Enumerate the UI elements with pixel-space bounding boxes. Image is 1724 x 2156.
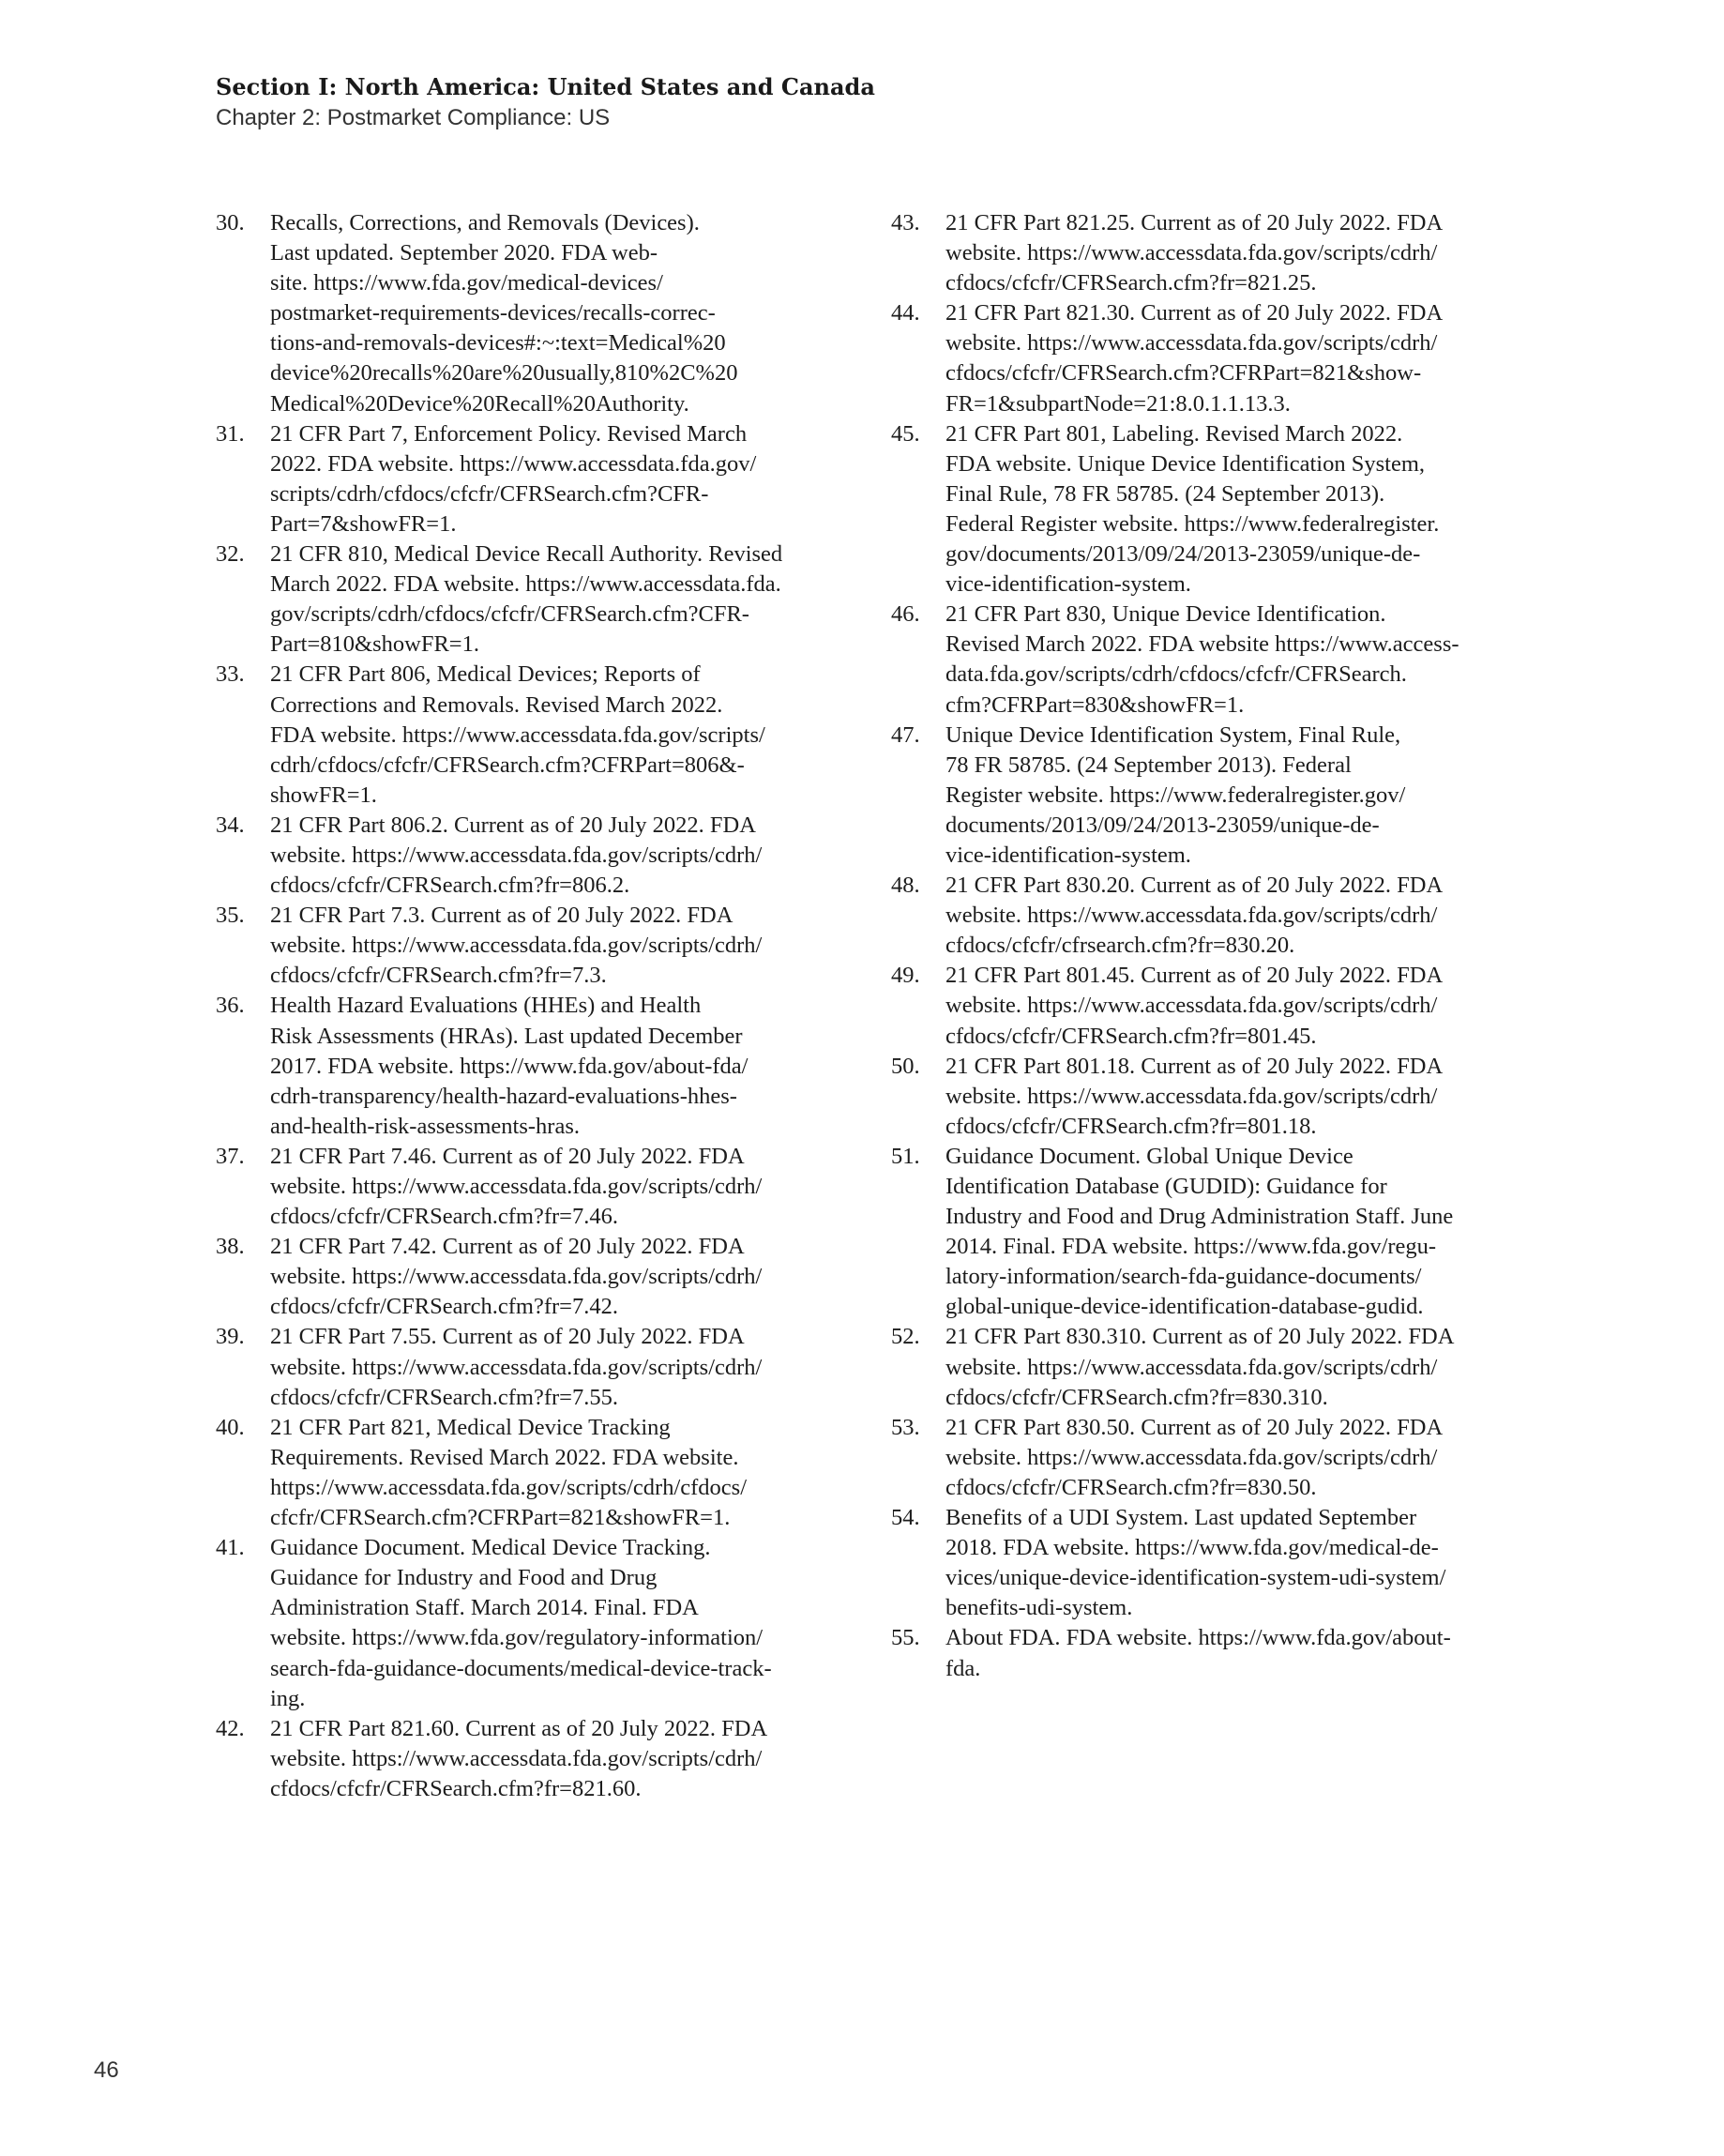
reference-text: 21 CFR Part 7.46. Current as of 20 July 2022. FDA website. https://www.accessdata.fda.gov/scripts/cdrh/ cfdocs/cfcfr/CFRSearch.cfm?fr=7.46. — [270, 1143, 763, 1230]
reference-item — [216, 419, 825, 539]
reference-number: 43. — [891, 210, 920, 235]
reference-text: 21 CFR 810, Medical Device Recall Authority. Revised March 2022. FDA website. https://www.accessdata.fda. gov/scripts/cdrh/cfdocs/cfcfr/CFRSearch.cfm?CFR- Part=810&showFR=1. — [270, 541, 783, 658]
chapter-title: Chapter 2: Postmarket Compliance: US — [216, 105, 611, 130]
reference-number: 51. — [891, 1143, 920, 1169]
reference-text: 21 CFR Part 801, Labeling. Revised March 2022. FDA website. Unique Device Identification System, Final Rule, 78 FR 58785. (24 September 2013). Federal Register website. https://www.federalregister. gov/documents/2013/09/24/2013-23059/unique-de- vice-identification-system. — [945, 420, 1440, 598]
reference-item — [216, 660, 825, 810]
reference-text: 21 CFR Part 801.18. Current as of 20 July 2022. FDA website. https://www.accessdata.fda.gov/scripts/cdrh/ cfdocs/cfcfr/CFRSearch.cfm?fr=801.18. — [945, 1053, 1444, 1139]
reference-item — [216, 811, 825, 901]
reference-number: 46. — [891, 601, 920, 628]
reference-text: Guidance Document. Global Unique Device Identification Database (GUDID): Guidance for Industry and Food and Drug Administration Staff. June 2014. Final. FDA website. https://www.fda.gov/regu- latory-information/search-fda-guidance-documents/ global-unique-device-identification-database-gudid. — [945, 1143, 1454, 1320]
reference-text: Benefits of a UDI System. Last updated September 2018. FDA website. https://www.fda.gov/medical-de- vices/unique-device-identification-system-udi-system/ benefits-udi-system. — [945, 1505, 1446, 1621]
section-title: Section I: North America: United States and Canada — [216, 73, 875, 100]
reference-item — [891, 721, 1501, 871]
reference-number: 54. — [891, 1505, 920, 1531]
reference-item — [216, 991, 825, 1141]
references-right-column — [891, 208, 1501, 1684]
reference-item — [216, 1413, 825, 1533]
reference-item — [216, 1142, 825, 1232]
reference-text: 21 CFR Part 821.30. Current as of 20 July 2022. FDA website. https://www.accessdata.fda.gov/scripts/cdrh/ cfdocs/cfcfr/CFRSearch.cfm?CFRPart=821&show- FR=1&subpartNode=21:8.0.1.1.13.3. — [945, 300, 1444, 417]
reference-text: 21 CFR Part 7.42. Current as of 20 July 2022. FDA website. https://www.accessdata.fda.gov/scripts/cdrh/ cfdocs/cfcfr/CFRSearch.cfm?fr=7.42. — [270, 1234, 763, 1320]
reference-item — [216, 539, 825, 660]
reference-number: 53. — [891, 1414, 920, 1440]
reference-item — [216, 1533, 825, 1714]
reference-item — [891, 1142, 1501, 1323]
reference-number: 55. — [891, 1625, 920, 1651]
reference-text: Guidance Document. Medical Device Tracking. Guidance for Industry and Food and Drug Administration Staff. March 2014. Final. FDA website. https://www.fda.gov/regulatory-information/ search-fda-guidance-documents/medical-device-track- ing. — [270, 1535, 772, 1711]
reference-text: Health Hazard Evaluations (HHEs) and Health Risk Assessments (HRAs). Last updated December 2017. FDA website. https://www.fda.gov/about-fda/ cdrh-transparency/health-hazard-evaluations-hhes- and-health-risk-assessments-hras. — [270, 993, 749, 1139]
reference-item — [891, 600, 1501, 720]
reference-item — [891, 419, 1501, 600]
reference-item — [891, 1052, 1501, 1142]
reference-item — [216, 1322, 825, 1412]
reference-number: 32. — [216, 541, 245, 568]
reference-text: Unique Device Identification System, Final Rule, 78 FR 58785. (24 September 2013). Federal Register website. https://www.federalregister.gov/ documents/2013/09/24/2013-23059/unique-de- vice-identification-system. — [945, 721, 1406, 868]
references-left-column — [216, 208, 825, 1804]
reference-number: 37. — [216, 1143, 245, 1169]
reference-number: 40. — [216, 1414, 245, 1440]
reference-text: 21 CFR Part 7.3. Current as of 20 July 2022. FDA website. https://www.accessdata.fda.gov/scripts/cdrh/ cfdocs/cfcfr/CFRSearch.cfm?fr=7.3. — [270, 903, 763, 989]
reference-text: 21 CFR Part 830.50. Current as of 20 July 2022. FDA website. https://www.accessdata.fda.gov/scripts/cdrh/ cfdocs/cfcfr/CFRSearch.cfm?fr=830.50. — [945, 1414, 1444, 1500]
reference-number: 35. — [216, 903, 245, 929]
reference-item — [891, 871, 1501, 961]
reference-item — [216, 901, 825, 991]
reference-text: 21 CFR Part 821, Medical Device Tracking Requirements. Revised March 2022. FDA website. https://www.accessdata.fda.gov/scripts/cdrh/cfdocs/ cfcfr/CFRSearch.cfm?CFRPart=821&showFR=1. — [270, 1414, 748, 1531]
reference-item — [891, 298, 1501, 418]
reference-number: 39. — [216, 1324, 245, 1350]
reference-item — [891, 208, 1501, 298]
reference-text: 21 CFR Part 830.20. Current as of 20 July 2022. FDA website. https://www.accessdata.fda.gov/scripts/cdrh/ cfdocs/cfcfr/cfrsearch.cfm?fr=830.20. — [945, 873, 1444, 959]
reference-number: 48. — [891, 873, 920, 899]
reference-number: 45. — [891, 420, 920, 447]
reference-item — [216, 1232, 825, 1322]
page-header — [216, 71, 1529, 133]
reference-text: 21 CFR Part 806, Medical Devices; Reports of Corrections and Removals. Revised March 2022. FDA website. https://www.accessdata.fda.gov/scripts/ cdrh/cfdocs/cfcfr/CFRSearch.cfm?CFRPart=806&- showFR=1. — [270, 661, 765, 808]
reference-number: 47. — [891, 721, 920, 748]
reference-number: 31. — [216, 420, 245, 447]
reference-number: 41. — [216, 1535, 245, 1561]
reference-text: About FDA. FDA website. https://www.fda.gov/about- fda. — [945, 1625, 1451, 1681]
reference-number: 30. — [216, 210, 245, 235]
reference-text: 21 CFR Part 7.55. Current as of 20 July 2022. FDA website. https://www.accessdata.fda.gov/scripts/cdrh/ cfdocs/cfcfr/CFRSearch.cfm?fr=7.55. — [270, 1324, 763, 1410]
reference-item — [891, 1623, 1501, 1683]
reference-text: 21 CFR Part 821.25. Current as of 20 July 2022. FDA website. https://www.accessdata.fda.gov/scripts/cdrh/ cfdocs/cfcfr/CFRSearch.cfm?fr=821.25. — [945, 210, 1444, 296]
reference-text: 21 CFR Part 830, Unique Device Identification. Revised March 2022. FDA website https://www.access- data.fda.gov/scripts/cdrh/cfdocs/cfcfr/CFRSearch. cfm?CFRPart=830&showFR=1. — [945, 601, 1459, 718]
reference-text: 21 CFR Part 830.310. Current as of 20 July 2022. FDA website. https://www.accessdata.fda.gov/scripts/cdrh/ cfdocs/cfcfr/CFRSearch.cfm?fr=830.310. — [945, 1324, 1455, 1410]
reference-text: 21 CFR Part 806.2. Current as of 20 July 2022. FDA website. https://www.accessdata.fda.gov/scripts/cdrh/ cfdocs/cfcfr/CFRSearch.cfm?fr=806.2. — [270, 812, 763, 899]
reference-item — [891, 1413, 1501, 1503]
reference-number: 33. — [216, 661, 245, 688]
reference-item — [216, 1714, 825, 1804]
reference-item — [891, 1322, 1501, 1412]
reference-text: 21 CFR Part 801.45. Current as of 20 July 2022. FDA website. https://www.accessdata.fda.gov/scripts/cdrh/ cfdocs/cfcfr/CFRSearch.cfm?fr=801.45. — [945, 963, 1444, 1049]
reference-text: Recalls, Corrections, and Removals (Devices). Last updated. September 2020. FDA web- site. https://www.fda.gov/medical-devices/ postmarket-requirements-devices/recalls-correc- tions-and-removals-devices#:~:text=Medical%20 device%20recalls%20are%20usually,810%2C%20 Medical%20Device%20Recall%20Authority. — [270, 210, 738, 417]
reference-number: 34. — [216, 812, 245, 838]
reference-number: 44. — [891, 300, 920, 326]
reference-number: 42. — [216, 1715, 245, 1741]
page-number: 46 — [94, 2057, 119, 2083]
reference-item — [891, 1503, 1501, 1623]
reference-item — [216, 208, 825, 419]
reference-number: 52. — [891, 1324, 920, 1350]
reference-text: 21 CFR Part 821.60. Current as of 20 July 2022. FDA website. https://www.accessdata.fda.gov/scripts/cdrh/ cfdocs/cfcfr/CFRSearch.cfm?fr=821.60. — [270, 1715, 768, 1801]
reference-number: 50. — [891, 1053, 920, 1079]
reference-item — [891, 961, 1501, 1051]
reference-text: 21 CFR Part 7, Enforcement Policy. Revised March 2022. FDA website. https://www.accessdata.fda.gov/ scripts/cdrh/cfdocs/cfcfr/CFRSearch.cfm?CFR- Part=7&showFR=1. — [270, 420, 757, 537]
reference-number: 36. — [216, 993, 245, 1019]
reference-number: 49. — [891, 963, 920, 989]
reference-number: 38. — [216, 1234, 245, 1260]
